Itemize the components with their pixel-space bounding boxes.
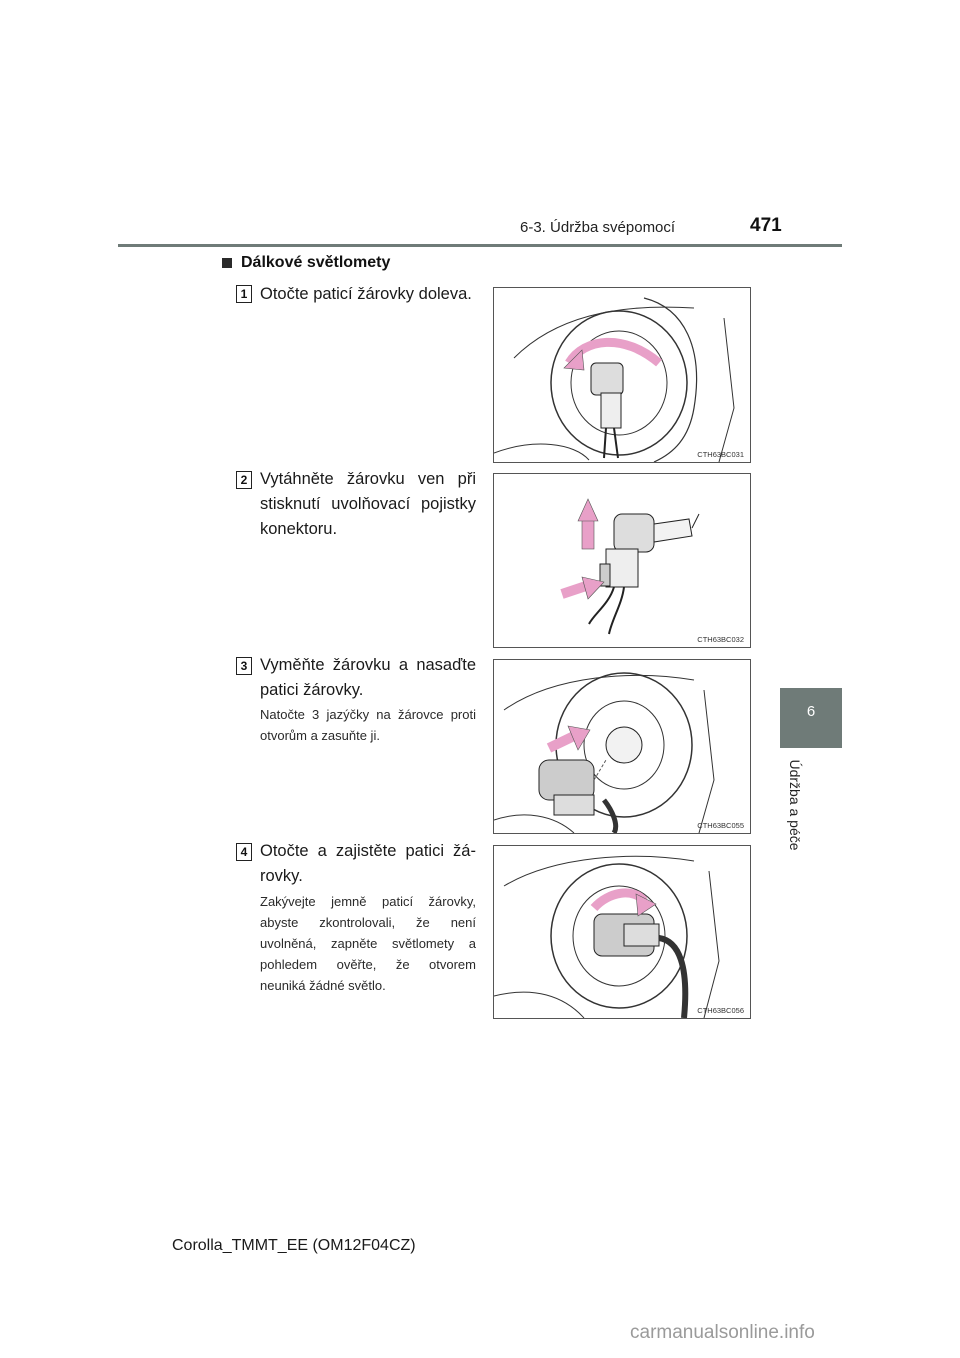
figure-code-2: CTH63BC032 (697, 635, 744, 644)
step-note-4: Zakývejte jemně paticí žárovky, abyste zkontrolovali, že není uvolněná, zapněte světlomety a pohledem ověřte, že otvorem neuniká žádné světlo. (260, 894, 476, 993)
step-text-1: Otočte paticí žárovky doleva. (260, 285, 472, 303)
figure-step-2 (493, 473, 751, 648)
step-text-4: Otočte a zajistěte patici žárovky. (260, 842, 476, 885)
headlight-rotate-right-illustration (494, 846, 750, 1018)
square-bullet-icon (222, 258, 232, 268)
step-number-4: 4 (236, 843, 252, 861)
section-heading (222, 254, 390, 272)
step-text-2: Vytáhněte žárovku ven při stisknutí uvolňovací pojistky konektoru. (260, 470, 476, 538)
bulb-insert-illustration (494, 660, 750, 833)
footer-model-code: Corolla_TMMT_EE (OM12F04CZ) (172, 1237, 416, 1254)
step-number-2: 2 (236, 471, 252, 489)
chapter-number: 6 (806, 703, 816, 720)
step-text-3: Vyměňte žárovku a nasaďte patici žárovky. (260, 656, 476, 699)
page-number: 471 (750, 215, 782, 236)
chapter-label (775, 755, 815, 855)
section-heading-text: Dálkové světlomety (241, 254, 391, 271)
figure-code-3: CTH63BC055 (697, 821, 744, 830)
header-divider (118, 244, 842, 247)
watermark-text: carmanualsonline.info (630, 1322, 815, 1343)
figure-step-1 (493, 287, 751, 463)
figure-step-4 (493, 845, 751, 1019)
step-note-3: Natočte 3 jazýčky na žárovce proti otvorům a zasuňte ji. (260, 707, 476, 743)
step-number-3: 3 (236, 657, 252, 675)
headlight-rotate-left-illustration (494, 288, 750, 462)
chapter-label-text: Údržba a péče (787, 759, 803, 851)
figure-code-1: CTH63BC031 (697, 450, 744, 459)
bulb-removal-illustration (494, 474, 750, 647)
figure-step-3 (493, 659, 751, 834)
step-number-1: 1 (236, 285, 252, 303)
figure-code-4: CTH63BC056 (697, 1006, 744, 1015)
header-section-title: 6-3. Údržba svépomocí (520, 219, 676, 236)
